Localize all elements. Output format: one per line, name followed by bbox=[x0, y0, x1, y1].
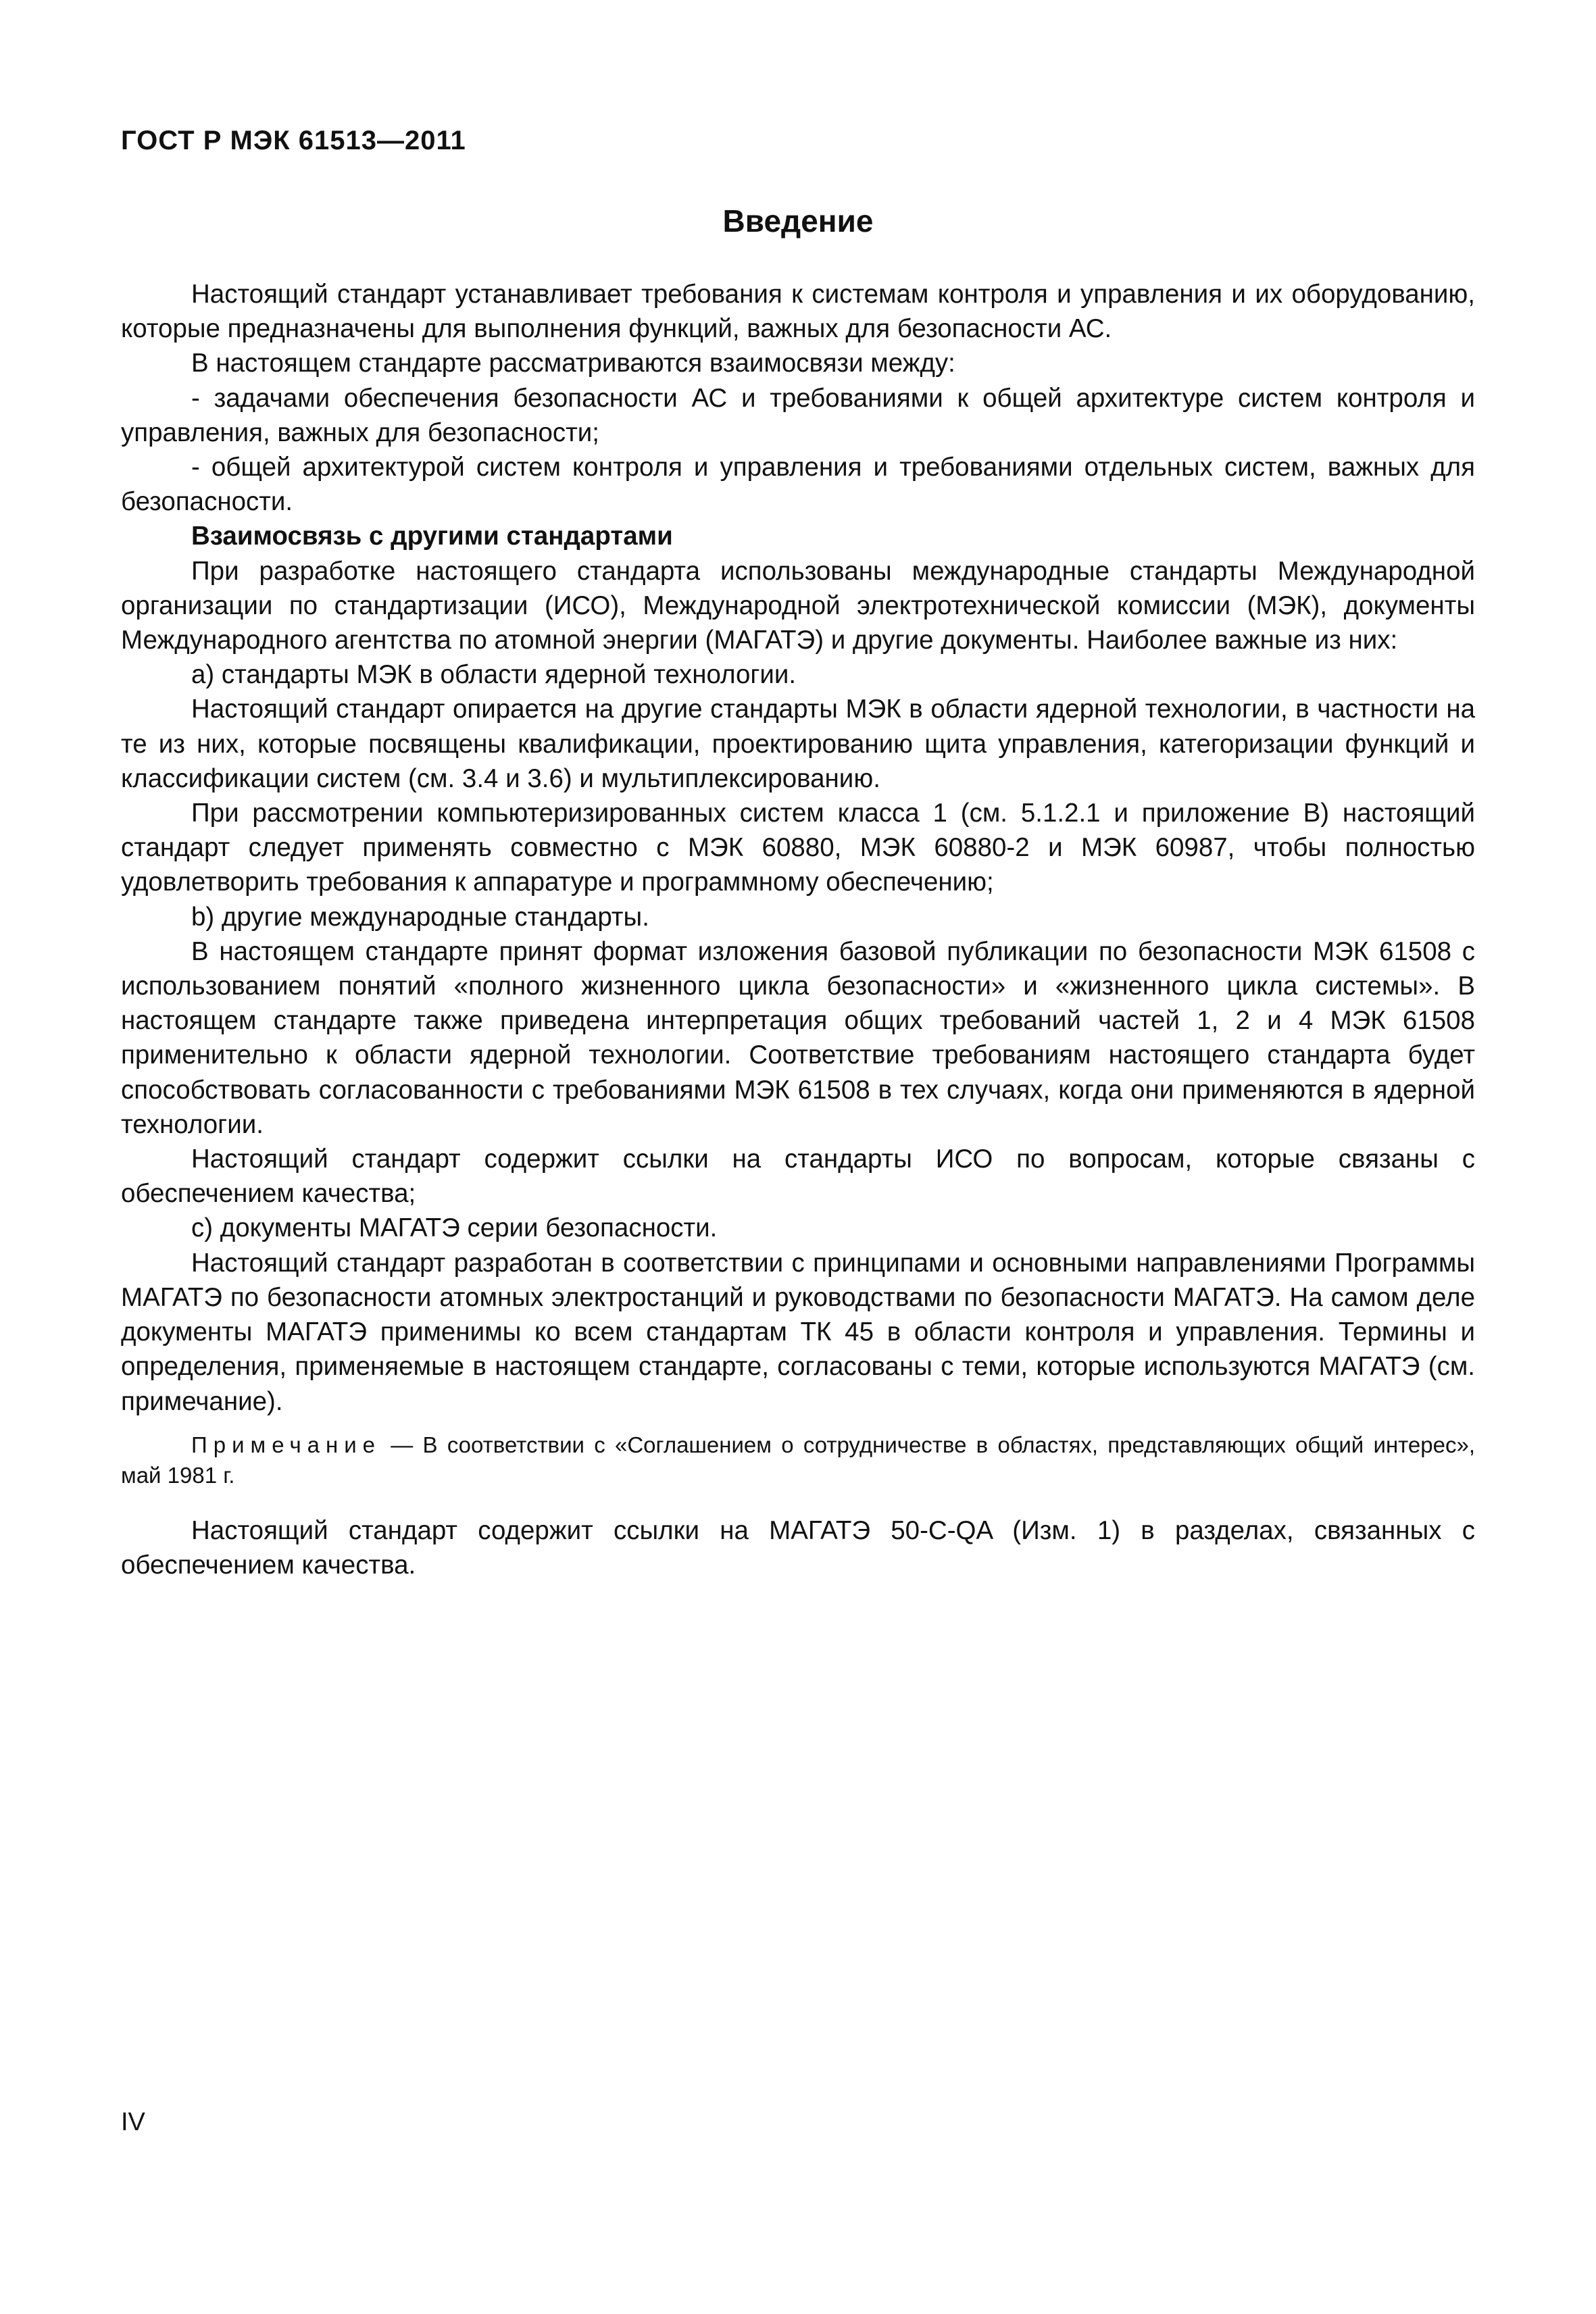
document-body bbox=[121, 277, 1475, 1582]
paragraph-11: Настоящий стандарт содержит ссылки на стандарты ИСО по вопросам, которые связаны с обеспечением качества; bbox=[121, 1145, 1475, 1209]
paragraph-7: Настоящий стандарт опирается на другие стандарты МЭК в области ядерной технологии, в частности на те из них, которые посвящены квалификации, проектированию щита управления, категоризации функций и классификации систем (см. 3.4 и 3.6) и мультиплексированию. bbox=[121, 695, 1475, 793]
document-code-header: ГОСТ Р МЭК 61513—2011 bbox=[121, 126, 466, 155]
paragraph-4: - общей архитектурой систем контроля и управления и требованиями отдельных систем, важных для безопасности. bbox=[121, 453, 1475, 517]
note-text: — В соответствии с «Соглашением о сотрудничестве в областях, представляющих общий интерес», май 1981 г. bbox=[121, 1432, 1475, 1488]
note bbox=[121, 1430, 1475, 1490]
paragraph-8: При рассмотрении компьютеризированных систем класса 1 (см. 5.1.2.1 и приложение B) настоящий стандарт следует применять совместно с МЭК 60880, МЭК 60880-2 и МЭК 60987, чтобы полностью удовлетворить требования к аппаратуре и программному обеспечению; bbox=[121, 799, 1475, 897]
paragraph-12: c) документы МАГАТЭ серии безопасности. bbox=[191, 1213, 718, 1243]
subsection-heading: Взаимосвязь с другими стандартами bbox=[191, 522, 673, 551]
paragraph-9: b) другие международные стандарты. bbox=[191, 902, 649, 932]
paragraph-10: В настоящем стандарте принят формат изложения базовой публикации по безопасности МЭК 61508 с использованием понятий «полного жизненного цикла безопасности» и «жизненного цикла системы». В настоящем стандарте также приведена интерпретация общих требований частей 1, 2 и 4 МЭК 61508 применительно к области ядерной технологии. Соответствие требованиям настоящего стандарта будет способствовать согласованности с требованиями МЭК 61508 в тех случаях, когда они применяются в ядерной технологии. bbox=[121, 936, 1475, 1139]
paragraph-6: a) стандарты МЭК в области ядерной технологии. bbox=[191, 660, 797, 690]
paragraph-5: При разработке настоящего стандарта использованы международные стандарты Международной организации по стандартизации (ИСО), Международной электротехнической комиссии (МЭК), документы Международного агентства по атомной энергии (МАГАТЭ) и другие документы. Наиболее важные из них: bbox=[121, 556, 1475, 655]
paragraph-14: Настоящий стандарт содержит ссылки на МАГАТЭ 50-C-QA (Изм. 1) в разделах, связанных с обеспечением качества. bbox=[121, 1515, 1475, 1580]
paragraph-13: Настоящий стандарт разработан в соответствии с принципами и основными направлениями Программы МАГАТЭ по безопасности атомных электростанций и руководствами по безопасности МАГАТЭ. На самом деле документы МАГАТЭ применимы ко всем стандартам ТК 45 в области контроля и управления. Термины и определения, применяемые в настоящем стандарте, согласованы с теми, которые используются МАГАТЭ (см. примечание). bbox=[121, 1248, 1475, 1416]
paragraph-1: Настоящий стандарт устанавливает требования к системам контроля и управления и их оборудованию, которые предназначены для выполнения функций, важных для безопасности АС. bbox=[121, 280, 1475, 344]
paragraph-3: - задачами обеспечения безопасности АС и требованиями к общей архитектуре систем контроля и управления, важных для безопасности; bbox=[121, 383, 1475, 447]
section-title: Введение bbox=[722, 203, 874, 238]
paragraph-2: В настоящем стандарте рассматриваются взаимосвязи между: bbox=[191, 349, 955, 378]
page-number: IV bbox=[121, 2108, 145, 2136]
note-label: Примечание bbox=[191, 1432, 382, 1457]
